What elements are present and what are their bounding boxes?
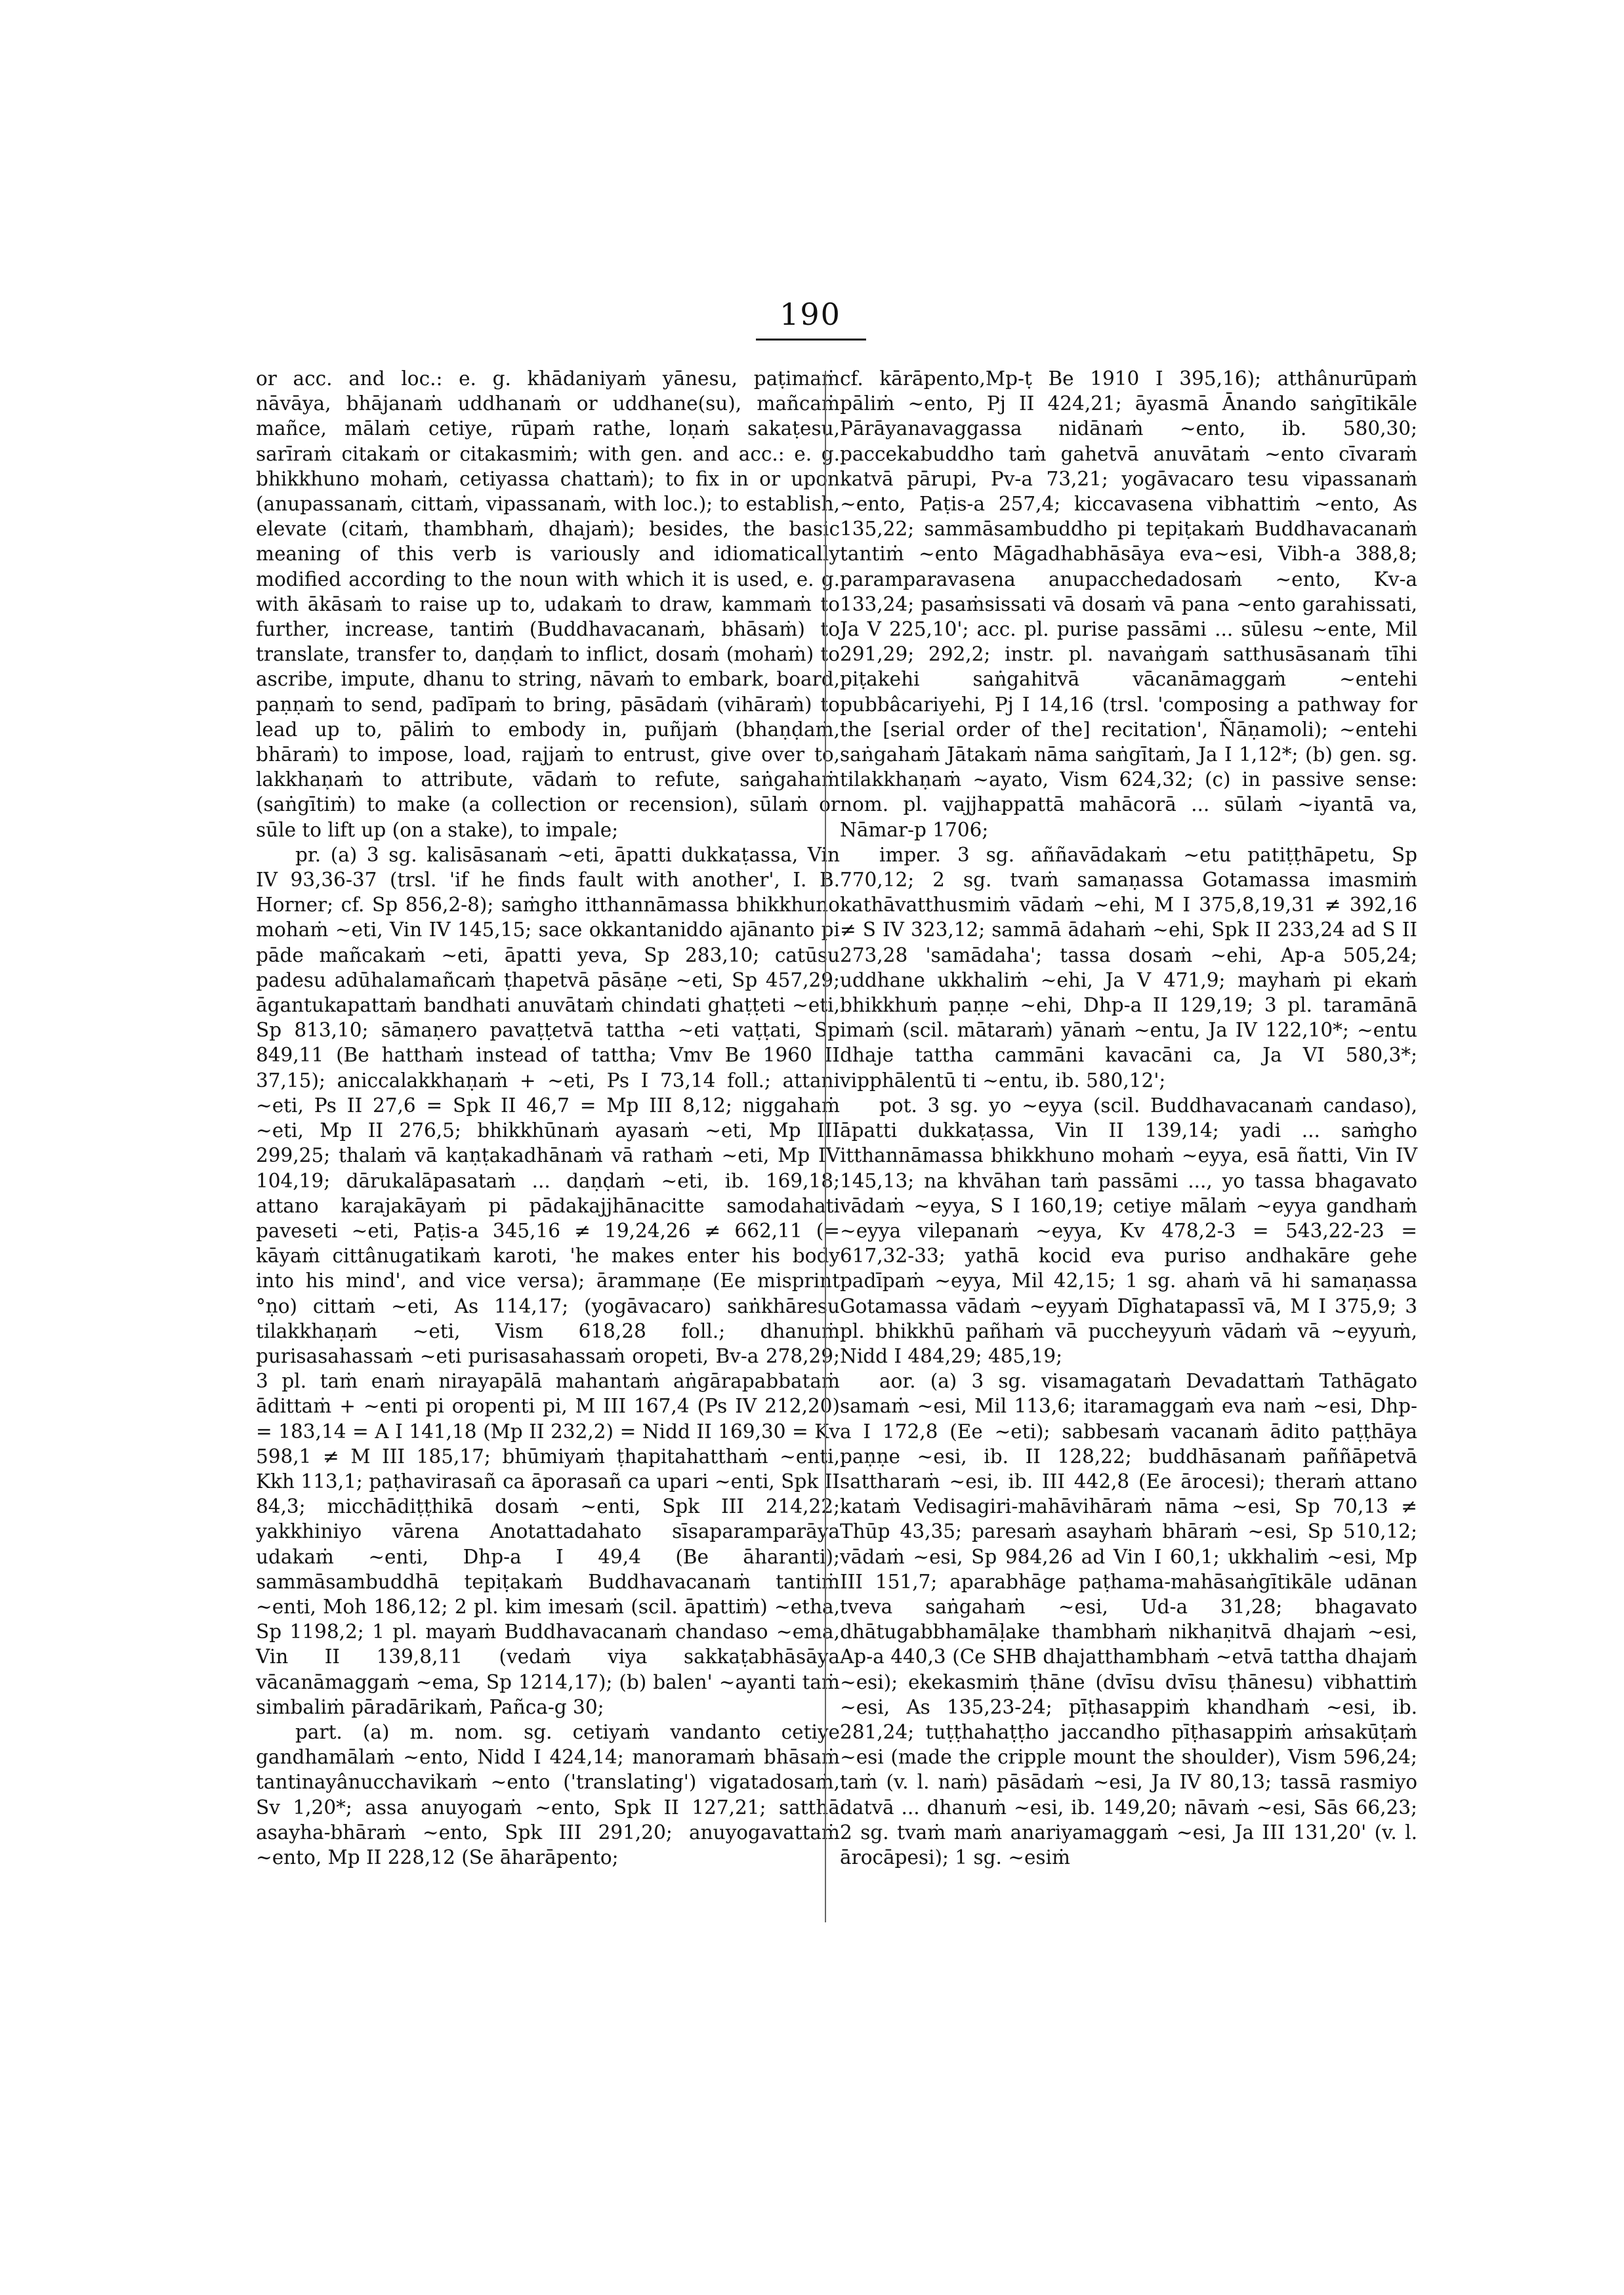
right-paragraph-imperative: imper. 3 sg. aññavādakaṁ ~etu patiṭṭhāpetu, Sp 770,12; 2 sg. tvaṁ samaṇassa Gotamassa imasmiṁ kathāvatthusmiṁ vādaṁ ~ehi, M I 375,8,19,31 ≠ 392,16 ≠ S IV 323,12; sammā ādahaṁ ~ehi, Spk II 233,24 ad S II 273,28 'samādaha'; tassa dosaṁ ~ehi, Ap-a 505,24; uddhane ukkhaliṁ ~ehi, Ja V 471,9; mayhaṁ pi ekaṁ bhikkhuṁ paṇṇe ~ehi, Dhp-a II 129,19; 3 pl. taramānā imaṁ (scil. mātaraṁ) yānaṁ ~entu, Ja IV 122,10*; ~entu dhaje tattha cammāni kavacāni ca, Ja VI 580,3*; vipphālentū ti ~entu, ib. 580,12'; <box>840 843 1417 1092</box>
right-column <box>840 366 1417 1870</box>
page-number: 190 <box>780 297 841 332</box>
right-paragraph-optative: pot. 3 sg. yo ~eyya (scil. Buddhavacanaṁ candaso), āpatti dukkaṭassa, Vin II 139,14; yadi ... saṁgho itthannāmassa bhikkhuno mohaṁ ~eyya, esā ñatti, Vin IV 145,13; na khvāhan taṁ passāmi ..., yo tassa bhagavato vādaṁ ~eyya, S I 160,19; cetiye mālaṁ ~eyya gandhaṁ ~eyya vilepanaṁ ~eyya, Kv 478,2-3 = 543,22-23 = 617,32-33; yathā kocid eva puriso andhakāre gehe padīpaṁ ~eyya, Mil 42,15; 1 sg. ahaṁ vā hi samaṇassa Gotamassa vādaṁ ~eyyaṁ Dīghatapassī vā, M I 375,9; 3 pl. bhikkhū pañhaṁ vā puccheyyuṁ vādaṁ vā ~eyyuṁ, Nidd I 484,29; 485,19; <box>840 1094 1417 1367</box>
left-paragraph-present: pr. (a) 3 sg. kalisāsanaṁ ~eti, āpatti dukkaṭassa, Vin IV 93,36-37 (trsl. 'if he finds fault with another', I. B. Horner; cf. Sp 856,2-8); saṁgho itthannāmassa bhikkhuno mohaṁ ~eti, Vin IV 145,15; sace okkantaniddo ajānanto pi pāde mañcakaṁ ~eti, āpatti yeva, Sp 283,10; catūsu padesu adūhalamañcaṁ ṭhapetvā pāsāṇe ~eti, Sp 457,29; āgantukapattaṁ bandhati anuvātaṁ chindati ghaṭṭeti ~eti, Sp 813,10; sāmaṇero pavaṭṭetvā tattha ~eti vaṭṭati, Sp 849,11 (Be hatthaṁ instead of tattha; Vmv Be 1960 II 37,15); aniccalakkhaṇaṁ + ~eti, Ps I 73,14 foll.; attani ~eti, Ps II 27,6 = Spk II 46,7 = Mp III 8,12; niggahaṁ ~eti, Mp II 276,5; bhikkhūnaṁ ayasaṁ ~eti, Mp III 299,25; thalaṁ vā kaṇṭakadhānaṁ vā rathaṁ ~eti, Mp IV 104,19; dārukalāpasataṁ ... daṇḍaṁ ~eti, ib. 169,18; attano karajakāyaṁ pi pādakajjhānacitte samodahati paveseti ~eti, Paṭis-a 345,16 ≠ 19,24,26 ≠ 662,11 (= kāyaṁ cittânugatikaṁ karoti, 'he makes enter his body into his mind', and vice versa); ārammaṇe (Ee misprint °ṇo) cittaṁ ~eti, As 114,17; (yogāvacaro) saṅkhāresu tilakkhaṇaṁ ~eti, Vism 618,28 foll.; dhanuṁ purisasahassaṁ ~eti purisasahassaṁ oropeti, Bv-a 278,29; 3 pl. taṁ enaṁ nirayapālā mahantaṁ aṅgārapabbataṁ ādittaṁ + ~enti pi oropenti pi, M III 167,4 (Ps IV 212,20) = 183,14 = A I 141,18 (Mp II 232,2) = Nidd II 169,30 = Kv 598,1 ≠ M III 185,17; bhūmiyaṁ ṭhapitahatthaṁ ~enti, Kkh 113,1; paṭhavirasañ ca āporasañ ca upari ~enti, Spk II 84,3; micchādiṭṭhikā dosaṁ ~enti, Spk III 214,22; yakkhiniyo vārena Anotattadahato sīsaparamparāya udakaṁ ~enti, Dhp-a I 49,4 (Be āharanti); sammāsambuddhā tepiṭakaṁ Buddhavacanaṁ tantiṁ ~enti, Moh 186,12; 2 pl. kim imesaṁ (scil. āpattiṁ) ~etha, Sp 1198,2; 1 pl. mayaṁ Buddhavacanaṁ chandaso ~ema, Vin II 139,8,11 (vedaṁ viya sakkaṭabhāsāya vācanāmaggaṁ ~ema, Sp 1214,17); (b) balen' ~ayanti taṁ simbaliṁ pāradārikaṁ, Pañca-g 30; <box>256 843 840 1718</box>
left-paragraph-intro: or acc. and loc.: e. g. khādaniyaṁ yānesu, paṭimaṁ nāvāya, bhājanaṁ uddhanaṁ or uddhane(su), mañcaṁ mañce, mālaṁ cetiye, rūpaṁ rathe, loṇaṁ sakaṭesu, sarīraṁ citakaṁ or citakasmiṁ; with gen. and acc.: e. g. bhikkhuno mohaṁ, cetiyassa chattaṁ); to fix in or upon (anupassanaṁ, cittaṁ, vipassanaṁ, with loc.); to establish, elevate (citaṁ, thambhaṁ, dhajaṁ); besides, the basic meaning of this verb is variously and idiomatically modified according to the noun with which it is used, e. g. with ākāsaṁ to raise up to, udakaṁ to draw, kammaṁ to further, increase, tantiṁ (Buddhavacanaṁ, bhāsaṁ) to translate, transfer to, daṇḍaṁ to inflict, dosaṁ (mohaṁ) to ascribe, impute, dhanu to string, nāvaṁ to embark, board, paṇṇaṁ to send, padīpaṁ to bring, pāsādaṁ (vihāraṁ) to lead up to, pāliṁ to embody in, puñjaṁ (bhaṇḍaṁ, bhāraṁ) to impose, load, rajjaṁ to entrust, give over to, lakkhaṇaṁ to attribute, vādaṁ to refute, saṅgahaṁ (saṅgītiṁ) to make (a collection or recension), sūlaṁ or sūle to lift up (on a stake), to impale; <box>256 367 840 841</box>
header-rule <box>756 339 866 341</box>
left-column <box>256 366 840 1870</box>
left-paragraph-participle: part. (a) m. nom. sg. cetiyaṁ vandanto cetiye gandhamālaṁ ~ento, Nidd I 424,14; manoramaṁ bhāsaṁ tantinayânucchavikaṁ ~ento ('translating') vigatadosaṁ, Sv 1,20*; assa anuyogaṁ ~ento, Spk II 127,21; satthā asayha-bhāraṁ ~ento, Spk III 291,20; anuyogavattaṁ ~ento, Mp II 228,12 (Se āharāpento; <box>256 1720 840 1869</box>
column-divider <box>825 371 826 1922</box>
right-paragraph-aorist: aor. (a) 3 sg. visamagataṁ Devadattaṁ Tathāgato samaṁ ~esi, Mil 113,6; itaramaggaṁ eva naṁ ~esi, Dhp-a I 172,8 (Ee ~eti); sabbesaṁ vacanaṁ ādito paṭṭhāya paṇṇe ~esi, ib. II 128,22; buddhāsanaṁ paññāpetvā sattharaṁ ~esi, ib. III 442,8 (Ee ārocesi); theraṁ attano kataṁ Vedisagiri-mahāvihāraṁ nāma ~esi, Sp 70,13 ≠ Thūp 43,35; paresaṁ asayhaṁ bhāraṁ ~esi, Sp 510,12; vādaṁ ~esi, Sp 984,26 ad Vin I 60,1; ukkhaliṁ ~esi, Mp III 151,7; aparabhāge paṭhama-mahāsaṅgītikāle udānan tveva saṅgahaṁ ~esi, Ud-a 31,28; bhagavato dhātugabbhamāḷake thambhaṁ nikhaṇitvā dhajaṁ ~esi, Ap-a 440,3 (Ce SHB dhajatthambhaṁ ~etvā tattha dhajaṁ ~esi); ekekasmiṁ ṭhāne (dvīsu dvīsu ṭhānesu) vibhattiṁ ~esi, As 135,23-24; pīṭhasappiṁ khandhaṁ ~esi, ib. 281,24; tuṭṭhahaṭṭho jaccandho pīṭhasappiṁ aṁsakūṭaṁ ~esi (made the cripple mount the shoulder), Vism 596,24; taṁ (v. l. naṁ) pāsādaṁ ~esi, Ja IV 80,13; tassā rasmiyo datvā ... dhanuṁ ~esi, ib. 149,20; nāvaṁ ~esi, Sās 66,23; 2 sg. tvaṁ maṁ anariyamaggaṁ ~esi, Ja III 131,20' (v. l. ārocāpesi); 1 sg. ~esiṁ <box>840 1370 1417 1869</box>
right-paragraph-participle-cont: cf. kārāpento,Mp-ṭ Be 1910 I 395,16); atthânurūpaṁ pāliṁ ~ento, Pj II 424,21; āyasmā Ānando saṅgītikāle Pārāyanavaggassa nidānaṁ ~ento, ib. 580,30; paccekabuddho taṁ gahetvā anuvātaṁ ~ento cīvaraṁ katvā pārupi, Pv-a 73,21; yogāvacaro tesu vipassanaṁ ~ento, Paṭis-a 257,4; kiccavasena vibhattiṁ ~ento, As 135,22; sammāsambuddho pi tepiṭakaṁ Buddhavacanaṁ tantiṁ ~ento Māgadhabhāsāya eva~esi, Vibh-a 388,8; paramparavasena anupacchedadosaṁ ~ento, Kv-a 133,24; pasaṁsissati vā dosaṁ vā pana ~ento garahissati, Ja V 225,10'; acc. pl. purise passāmi ... sūlesu ~ente, Mil 291,29; 292,2; instr. pl. navaṅgaṁ satthusāsanaṁ tīhi piṭakehi saṅgahitvā vācanāmaggaṁ ~entehi pubbâcariyehi, Pj I 14,16 (trsl. 'composing a pathway for the [serial order of the] recitation', Ñāṇamoli); ~entehi saṅgahaṁ Jātakaṁ nāma saṅgītaṁ, Ja I 1,12*; (b) gen. sg. tilakkhaṇaṁ ~ayato, Vism 624,32; (c) in passive sense: nom. pl. vajjhappattā mahācorā ... sūlaṁ ~iyantā va, Nāmar-p 1706; <box>840 367 1417 841</box>
